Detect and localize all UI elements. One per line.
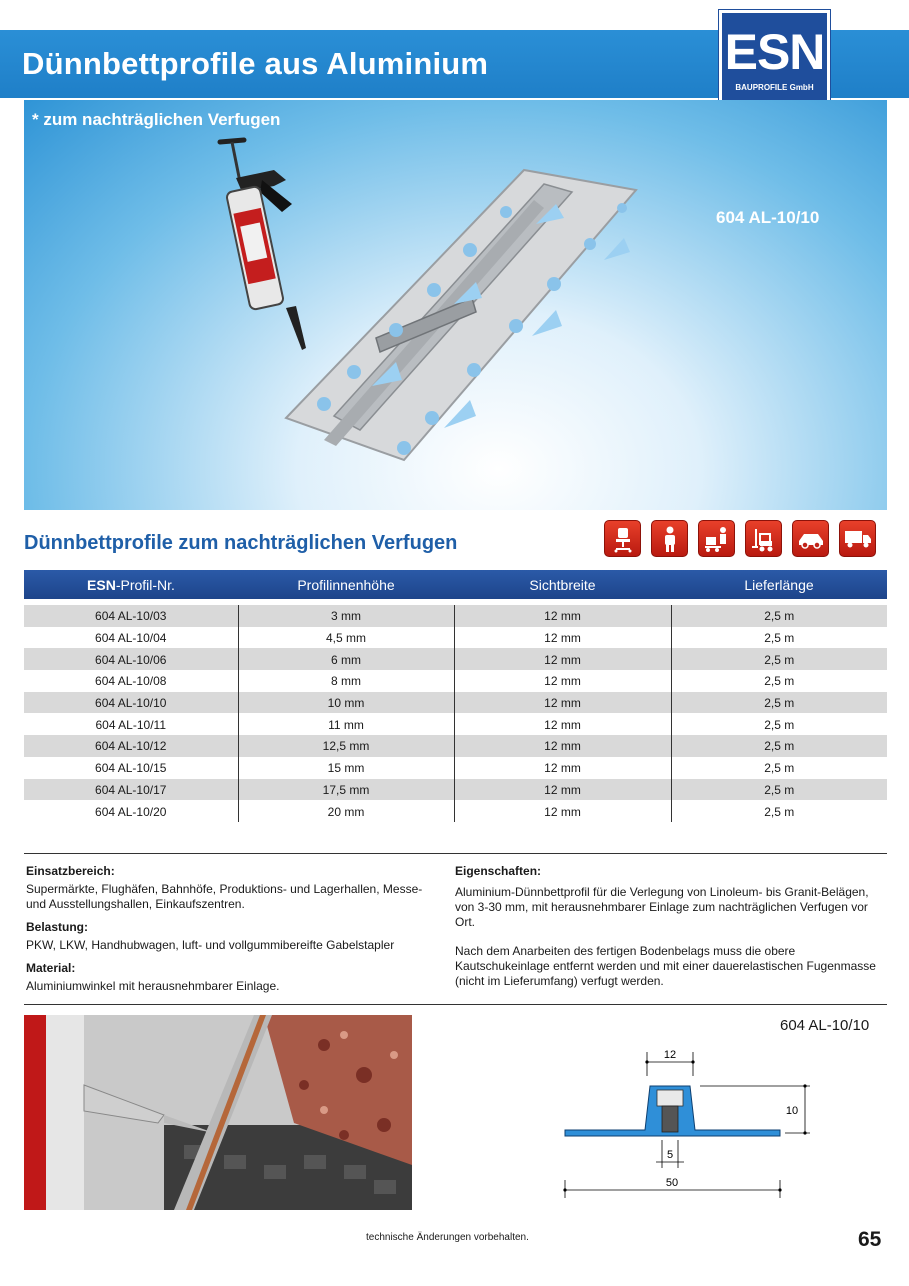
material-heading: Material: (26, 961, 76, 975)
table-row (24, 627, 887, 649)
table-row (24, 713, 887, 735)
dimension-top-label: 12 (663, 1049, 677, 1061)
table-cell: 12 mm (454, 757, 671, 779)
table-cell: 2,5 m (671, 648, 887, 670)
table-cell: 604 AL-10/10 (24, 692, 238, 714)
divider (24, 1004, 887, 1005)
table-row (24, 735, 887, 757)
cross-section-drawing (540, 1040, 830, 1200)
section-title: Dünnbettprofile zum nachträglichen Verfugen (24, 532, 458, 554)
material-text: Aluminiumwinkel mit herausnehmbarer Einlage. (26, 979, 280, 993)
table-cell: 12 mm (454, 800, 671, 822)
table-cell: 15 mm (238, 757, 454, 779)
column-header-profile-nr: ESN-Profil-Nr. (24, 570, 238, 599)
belastung-heading: Belastung: (26, 920, 89, 934)
spec-table (24, 570, 887, 822)
page-title: Dünnbettprofile aus Aluminium (22, 46, 489, 81)
profile-illustration (286, 170, 636, 460)
person-icon (651, 520, 688, 557)
table-row (24, 670, 887, 692)
footer-note: technische Änderungen vorbehalten. (366, 1232, 529, 1243)
table-cell: 2,5 m (671, 779, 887, 801)
table-cell: 2,5 m (671, 757, 887, 779)
table-cell: 17,5 mm (238, 779, 454, 801)
table-row (24, 648, 887, 670)
usage-icons (604, 520, 876, 557)
caulking-gun-icon (220, 140, 306, 350)
table-cell: 604 AL-10/03 (24, 605, 238, 627)
table-row (24, 757, 887, 779)
info-right (455, 864, 887, 997)
einsatz-text: Supermärkte, Flughäfen, Bahnhöfe, Produktions- und Lagerhallen, Messe- und Ausstellungshallen, Einkaufszentren. (26, 882, 423, 911)
dimension-height-label: 10 (785, 1105, 799, 1117)
eigenschaften-text-2: Nach dem Anarbeiten des fertigen Bodenbelags muss die obere Kautschukeinlage entfernt werden und mit einer dauerelastischen Fugenmasse (nicht im Lieferumfang) verfugt werden. (455, 944, 876, 988)
table-row (24, 605, 887, 627)
table-cell: 604 AL-10/20 (24, 800, 238, 822)
table-cell: 2,5 m (671, 627, 887, 649)
einsatz-heading: Einsatzbereich: (26, 864, 115, 878)
table-cell: 12 mm (454, 735, 671, 757)
car-icon (792, 520, 829, 557)
table-cell: 12 mm (454, 692, 671, 714)
table-header-row (24, 570, 887, 599)
column-header-width: Sichtbreite (454, 570, 671, 599)
dimension-gap-label: 5 (666, 1149, 674, 1161)
table-cell: 20 mm (238, 800, 454, 822)
product-illustration (24, 100, 887, 510)
table-cell: 2,5 m (671, 735, 887, 757)
table-cell: 604 AL-10/15 (24, 757, 238, 779)
belastung-text: PKW, LKW, Handhubwagen, luft- und vollgummibereifte Gabelstapler (26, 938, 395, 952)
table-cell: 2,5 m (671, 670, 887, 692)
installation-photo (24, 1015, 412, 1210)
column-header-length: Lieferlänge (671, 570, 887, 599)
table-row (24, 779, 887, 801)
table-cell: 2,5 m (671, 605, 887, 627)
table-cell: 604 AL-10/04 (24, 627, 238, 649)
table-cell: 10 mm (238, 692, 454, 714)
table-cell: 2,5 m (671, 713, 887, 735)
hero-tagline: * zum nachträglichen Verfugen (32, 110, 281, 129)
table-cell: 604 AL-10/06 (24, 648, 238, 670)
forklift-icon (745, 520, 782, 557)
table-cell: 604 AL-10/17 (24, 779, 238, 801)
table-cell: 6 mm (238, 648, 454, 670)
table-cell: 12 mm (454, 648, 671, 670)
table-cell: 12 mm (454, 779, 671, 801)
table-cell: 604 AL-10/08 (24, 670, 238, 692)
table-cell: 12,5 mm (238, 735, 454, 757)
table-cell: 4,5 mm (238, 627, 454, 649)
column-header-height: Profilinnenhöhe (238, 570, 454, 599)
hero-image (24, 100, 887, 510)
drawing-title: 604 AL-10/10 (780, 1017, 870, 1034)
table-cell: 12 mm (454, 605, 671, 627)
table-cell: 604 AL-10/12 (24, 735, 238, 757)
table-cell: 12 mm (454, 713, 671, 735)
table-cell: 11 mm (238, 713, 454, 735)
page-number: 65 (858, 1228, 882, 1251)
eigenschaften-text-1: Aluminium-Dünnbettprofil für die Verlegung von Linoleum- bis Granit-Belägen, von 3-30 mm, mit herausnehmbarer Einlage zum nachträglichen Verfugen vor Ort. (455, 885, 869, 929)
table-cell: 3 mm (238, 605, 454, 627)
info-left (26, 864, 436, 1002)
dimension-width-label: 50 (665, 1177, 679, 1189)
table-cell: 12 mm (454, 670, 671, 692)
table-cell: 12 mm (454, 627, 671, 649)
hero-model-number: 604 AL-10/10 (716, 208, 820, 227)
logo-subtitle: BAUPROFILE GmbH (735, 83, 814, 92)
logo-text: ESN (724, 24, 825, 80)
office-chair-icon (604, 520, 641, 557)
table-row (24, 692, 887, 714)
table-cell: 604 AL-10/11 (24, 713, 238, 735)
table-cell: 8 mm (238, 670, 454, 692)
divider (24, 853, 887, 854)
eigenschaften-heading: Eigenschaften: (455, 864, 542, 878)
table-row (24, 800, 887, 822)
truck-icon (839, 520, 876, 557)
hand-truck-icon (698, 520, 735, 557)
table-cell: 2,5 m (671, 692, 887, 714)
table-cell: 2,5 m (671, 800, 887, 822)
